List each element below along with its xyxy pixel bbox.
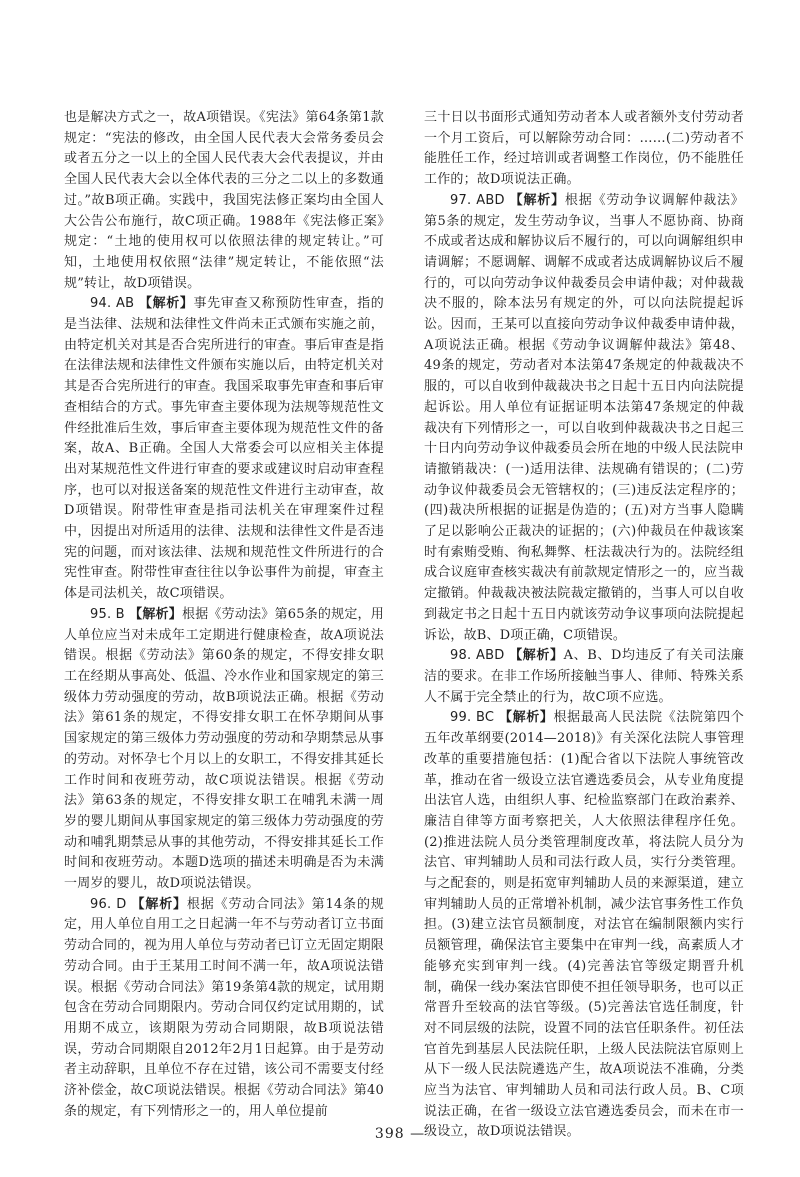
answer-text: 根据最高人民法院《法院第四个五年改革纲要(2014—2018)》有关深化法院人事管理改革的重要措施包括：(1)配合省以下法院人事统管改革，推动在省一级设立法官遴选委员会，从专业角度提出法官人选，由组织人事、纪检监察部门在政治素养、廉洁自律等方面考察把关，人大依照法律程序任免。(2)推进法院人员分类管理制度改革，将法院人员分为法官、审判辅助人员和司法行政人员，实行分类管理。与之配套的，则是拓宽审判辅助人员的来源渠道，建立审判辅助人员的正常增补机制，减少法官事务性工作负担。(3)建立法官员额制度，对法官在编制限额内实行员额管理，确保法官主要集中在审判一线，高素质人才能够充实到审判一线。(4)完善法官等级定期晋升机制，确保一线办案法官即使不担任领导职务，也可以正常晋升至较高的法官等级。(5)完善法官选任制度，针对不同层级的法院，设置不同的法官任职条件。初任法官首先到基层人民法院任职，上级人民法院法官原则上从下一级人民法院遴选产生，故A项说法不准确，分类应当为法官、审判辅助人员和司法行政人员。B、C项说法正确，在省一级设立法官遴选委员会，而未在市一级设立，故D项说法错误。 — [424, 710, 744, 1140]
answer-94 — [64, 294, 384, 605]
answer-number: 95. B — [90, 606, 125, 622]
continued-answer-text: 也是解决方式之一，故A项错误。《宪法》第64条第1款规定：“宪法的修改，由全国人民代表大会常务委员会或者五分之一以上的全国人民代表大会代表提议，并由全国人民代表大会以全体代表的三分之二以上的多数通过。”故B项正确。实践中，我国宪法修正案均由全国人大公告公布施行，故C项正确。1988年《宪法修正案》规定：“土地的使用权可以依照法律的规定转让。”可知，土地使用权依照“法律”规定转让，不能依照“法规”转让，故D项错误。 — [64, 110, 384, 291]
analysis-tag: 【解析】 — [129, 606, 182, 622]
answer-98 — [424, 646, 744, 708]
left-column — [64, 108, 384, 1122]
footer-dash: — — [410, 1126, 426, 1142]
analysis-tag: 【解析】 — [139, 296, 194, 312]
answer-97 — [424, 191, 744, 646]
answer-text: 根据《劳动合同法》第14条的规定，用人单位自用工之日起满一年不与劳动者订立书面劳动合同的，视为用人单位与劳动者已订立无固定期限劳动合同。由于王某用工时间不满一年，故A项说法错误。根据《劳动合同法》第19条第4款的规定，试用期包含在劳动合同期限内。劳动合同仅约定试用期的，试用期不成立，该期限为劳动合同期限，故B项说法错误，劳动合同期限自2012年2月1日起算。由于是劳动者主动辞职，且单位不存在过错，该公司不需要支付经济补偿金，故C项说法错误。根据《劳动合同法》第40条的规定，有下列情形之一的，用人单位提前 — [64, 896, 384, 1119]
page-footer — [0, 1126, 800, 1142]
analysis-tag: 【解析】 — [509, 648, 564, 664]
analysis-tag: 【解析】 — [499, 710, 554, 726]
answer-number: 94. AB — [90, 296, 135, 312]
answer-number: 96. D — [90, 896, 127, 912]
answer-number: 97. ABD — [450, 192, 505, 208]
analysis-tag: 【解析】 — [131, 896, 187, 912]
answer-text: 根据《劳动法》第65条的规定，用人单位应当对未成年工定期进行健康检查，故A项说法错误。根据《劳动法》第60条的规定，不得安排女职工在经期从事高处、低温、冷水作业和国家规定的第三级体力劳动强度的劳动，故B项说法正确。根据《劳动法》第61条的规定，不得安排女职工在怀孕期间从事国家规定的第三级体力劳动强度的劳动和孕期禁忌从事的劳动。对怀孕七个月以上的女职工，不得安排其延长工作时间和夜班劳动，故C项说法错误。根据《劳动法》第63条的规定，不得安排女职工在哺乳未满一周岁的婴儿期间从事国家规定的第三级体力劳动强度的劳动和哺乳期禁忌从事的其他劳动，不得安排其延长工作时间和夜班劳动。本题D选项的描述未明确是否为未满一周岁的婴儿，故D项说法错误。 — [64, 606, 384, 892]
answer-text: 事先审查又称预防性审查，指的是当法律、法规和法律性文件尚未正式颁布实施之前，由特定机关对其是否合宪所进行的审查。事后审查是指在法律法规和法律性文件颁布实施以后，由特定机关对其是否合宪所进行的审查。我国采取事先审查和事后审查相结合的方式。事先审查主要体现为法规等规范性文件经批准后生效，事后审查主要体现为规范性文件的备案，故A、B正确。全国人大常委会可以应相关主体提出对某规范性文件进行审查的要求或建议时启动审查程序，也可以对报送备案的规范性文件进行主动审查，故D项错误。附带性审查是指司法机关在审理案件过程中，因提出对所适用的法律、法规和法律性文件是否违宪的问题，而对该法律、法规和规范性文件所进行的合宪性审查。附带性审查往往以争讼事件为前提，审查主体是司法机关，故C项错误。 — [64, 296, 384, 602]
answer-number: 99. BC — [450, 710, 495, 726]
right-column — [424, 108, 744, 1143]
answer-96 — [64, 895, 384, 1123]
answer-text: 根据《劳动争议调解仲裁法》第5条的规定，发生劳动争议，当事人不愿协商、协商不成或者达成和解协议后不履行的，可以向调解组织申请调解；不愿调解、调解不成或者达成调解协议后不履行的，可以向劳动争议仲裁委员会申请仲裁；对仲裁裁决不服的，除本法另有规定的外，可以向法院提起诉讼。因而，王某可以直接向劳动争议仲裁委申请仲裁，A项说法正确。根据《劳动争议调解仲裁法》第48、49条的规定，劳动者对本法第47条规定的仲裁裁决不服的，可以自收到仲裁裁决书之日起十五日内向法院提起诉讼。用人单位有证据证明本法第47条规定的仲裁裁决有下列情形之一，可以自收到仲裁裁决书之日起三十日内向劳动争议仲裁委员会所在地的中级人民法院申请撤销裁决：(一)适用法律、法规确有错误的；(二)劳动争议仲裁委员会无管辖权的；(三)违反法定程序的；(四)裁决所根据的证据是伪造的；(五)对方当事人隐瞒了足以影响公正裁决的证据的；(六)仲裁员在仲裁该案时有索贿受贿、徇私舞弊、枉法裁决行为的。法院经组成合议庭审查核实裁决有前款规定情形之一的，应当裁定撤销。仲裁裁决被法院裁定撤销的，当事人可以自收到裁定书之日起十五日内就该劳动争议事项向法院提起诉讼，故B、D项正确，C项错误。 — [424, 192, 744, 643]
answer-text: A、B、D均违反了有关司法廉洁的要求。在非工作场所接触当事人、律师、特殊关系人不属于完全禁止的行为，故C项不应选。 — [424, 648, 745, 705]
analysis-tag: 【解析】 — [509, 192, 565, 208]
answer-number: 98. ABD — [450, 648, 505, 664]
continued-answer-text: 三十日以书面形式通知劳动者本人或者额外支付劳动者一个月工资后，可以解除劳动合同：……(二)劳动者不能胜任工作，经过培训或者调整工作岗位，仍不能胜任工作的；故D项说法正确。 — [424, 110, 744, 188]
answer-95 — [64, 605, 384, 895]
answer-99 — [424, 708, 744, 1143]
page-number: 398 — [374, 1126, 405, 1142]
